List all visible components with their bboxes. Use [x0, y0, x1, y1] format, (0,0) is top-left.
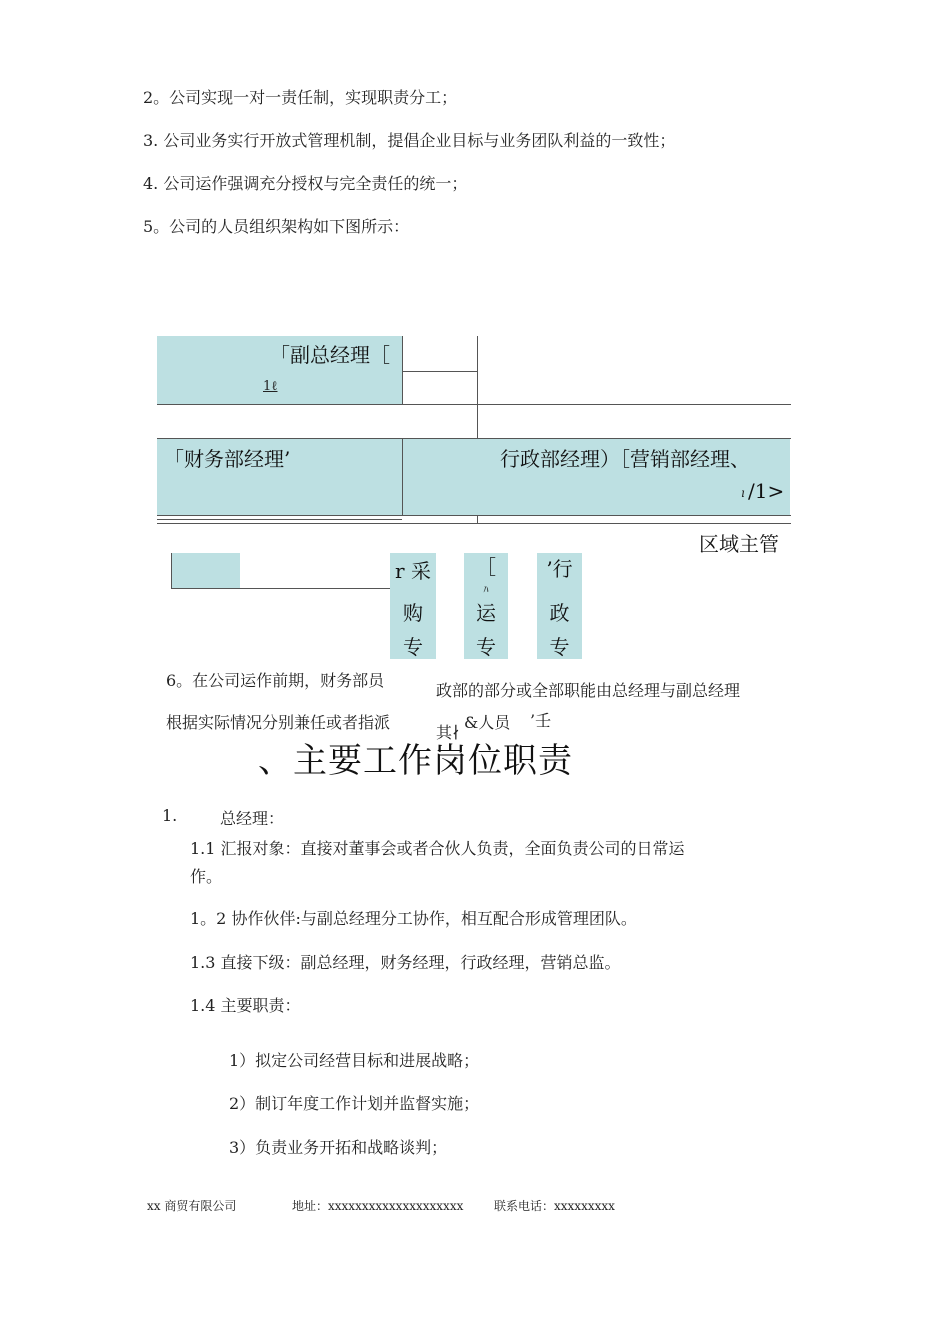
note-line-1-left: 6。在公司运作前期，财务部员 — [166, 668, 384, 691]
footer-phone: 联系电话：xxxxxxxxx — [494, 1199, 615, 1213]
gm-duty-1: 1）拟定公司经营目标和进展战略； — [229, 1051, 480, 1070]
deputy-gm-sub: 1ℓ — [263, 379, 278, 394]
connector — [171, 553, 172, 588]
gm-1-1-line-2: 作。 — [190, 867, 223, 886]
purchasing-line-3: 专 — [403, 635, 423, 659]
connector — [171, 588, 390, 589]
note-line-1-right: 政部的部分或全部职能由总经理与副总经理 — [436, 681, 741, 700]
logistics-line-3: 专 — [476, 635, 496, 659]
gm-title: 总经理： — [220, 809, 285, 828]
connector — [402, 438, 403, 515]
intro-item-3: 3. 公司业务实行开放式管理机制，提倡企业目标与业务团队利益的一致性； — [143, 131, 676, 150]
admin-staff-line-3: 专 — [549, 635, 570, 659]
connector — [157, 515, 791, 516]
logistics-line-1: ［ — [476, 555, 496, 579]
purchasing-line-2: 购 — [403, 601, 423, 625]
gm-duty-3: 3）负责业务开拓和战略谈判； — [229, 1138, 448, 1157]
connector — [402, 371, 478, 372]
admin-staff-line-1: ’行 — [546, 557, 573, 581]
connector — [157, 404, 791, 405]
purchasing-line-1: r 采 — [395, 559, 431, 583]
note-line-2-right: ’壬 — [530, 711, 552, 730]
admin-staff-line-2: 政 — [549, 601, 570, 625]
note-line-2-mid: &人员 — [464, 713, 511, 732]
gm-1-3: 1.3 直接下级：副总经理，财务经理，行政经理，营销总监。 — [190, 953, 621, 972]
deputy-gm-label: 「副总经理［ — [270, 343, 390, 367]
region-manager-label: 区域主管 — [699, 532, 779, 556]
connector — [157, 438, 791, 439]
gm-1-4: 1.4 主要职责： — [190, 996, 301, 1015]
connector — [157, 523, 791, 524]
footer-company: xx 商贸有限公司 — [147, 1199, 237, 1213]
section-title: 、主要工作岗位职责 — [258, 741, 573, 781]
logistics-line-2: 运 — [476, 601, 496, 625]
note-line-2-left: 根据实际情况分别兼任或者指派 — [166, 713, 391, 732]
intro-item-2: 2。公司实现一对一责任制，实现职责分工； — [143, 88, 458, 107]
gm-1-1-line-1: 1.1 汇报对象：直接对董事会或者合伙人负责，全面负责公司的日常运 — [190, 839, 685, 858]
note-line-2-under: 其∤ — [436, 723, 460, 742]
footer-address: 地址：xxxxxxxxxxxxxxxxxxxx — [292, 1199, 464, 1213]
gm-duty-2: 2）制订年度工作计划并监督实施； — [229, 1094, 480, 1113]
mark-prefix: ı — [741, 486, 745, 500]
finance-manager-label: 「财务部经理’ — [164, 447, 291, 471]
admin-sales-manager-label: 行政部经理）［营销部经理、 — [500, 447, 750, 471]
intro-item-5: 5。公司的人员组织架构如下图所示： — [143, 217, 410, 236]
gm-1-2: 1。2 协作伙伴:与副总经理分工协作，相互配合形成管理团队。 — [190, 909, 637, 928]
gm-number: 1. — [162, 806, 178, 825]
logistics-sub: ﾊ — [483, 585, 489, 596]
staff-box — [172, 553, 240, 588]
connector — [157, 519, 402, 520]
connector — [402, 336, 403, 404]
mark-label: /1> — [748, 479, 785, 503]
intro-item-4: 4. 公司运作强调充分授权与完全责任的统一； — [143, 174, 468, 193]
